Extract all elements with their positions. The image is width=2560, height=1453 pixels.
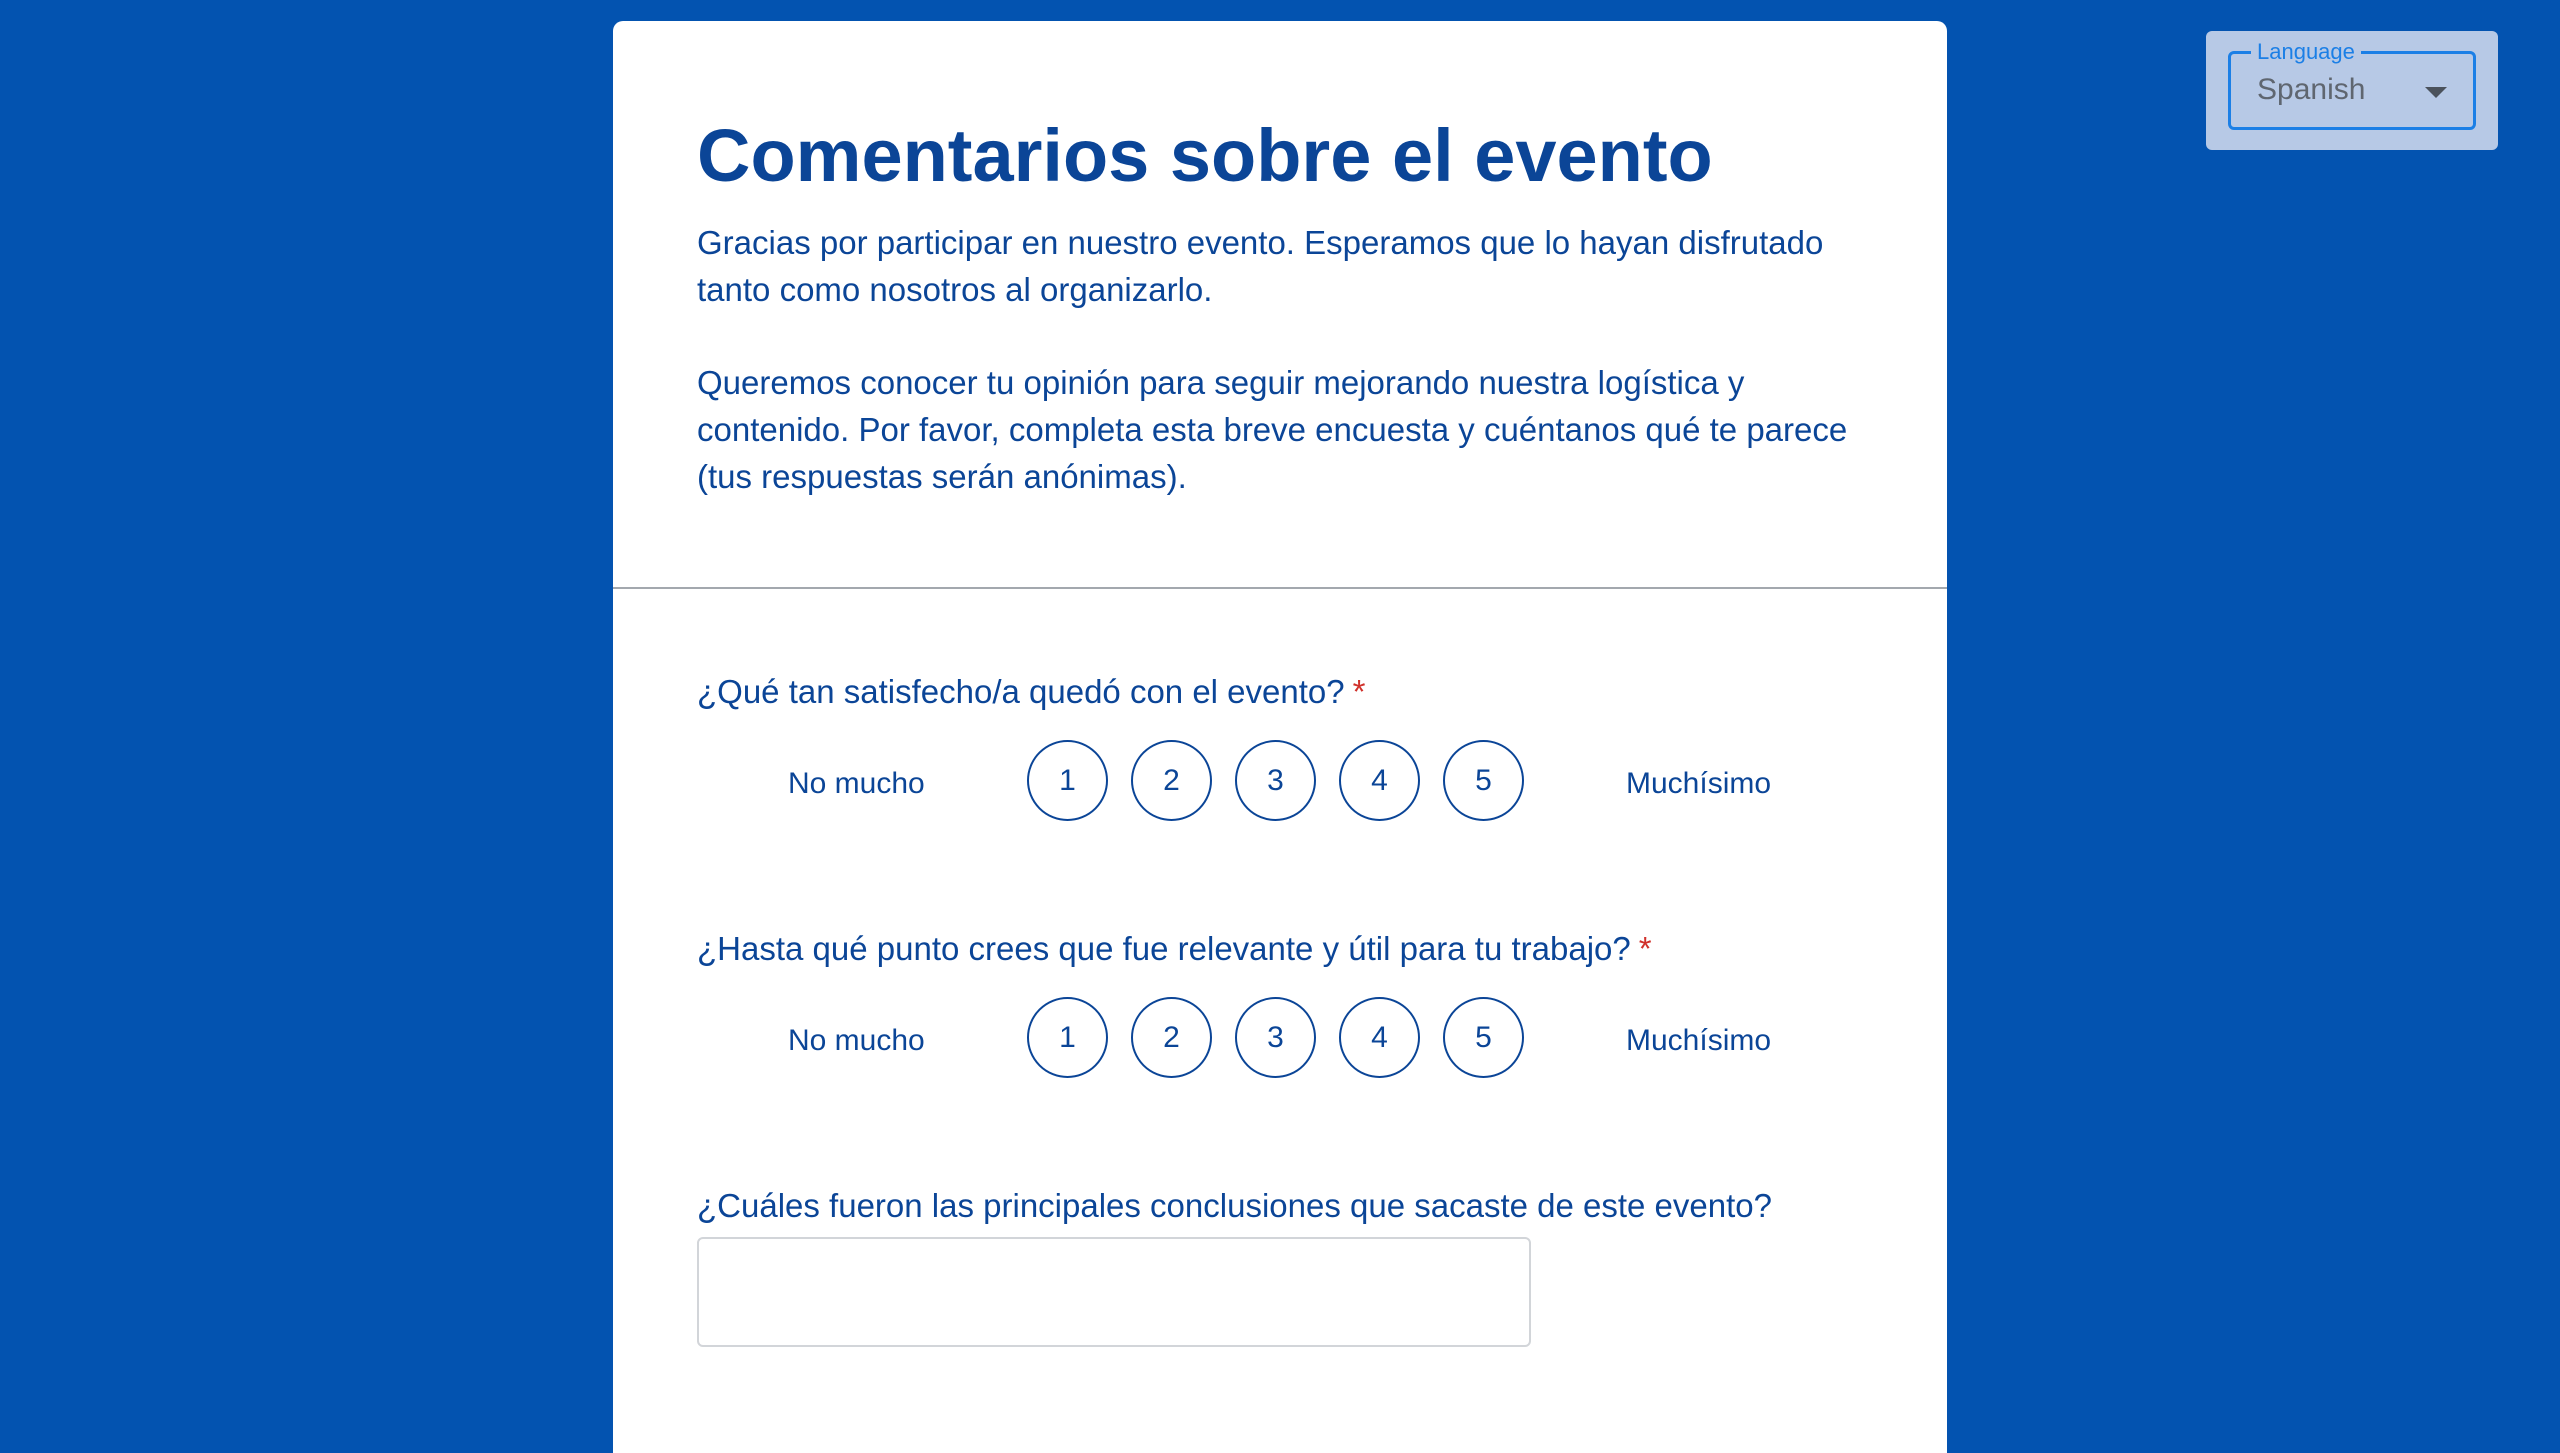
language-value: Spanish	[2257, 73, 2366, 106]
scale-max-label: Muchísimo	[1626, 1024, 1772, 1057]
question-label	[697, 928, 1877, 970]
question-label	[697, 1185, 1877, 1227]
rating-option-1[interactable]: 1	[1027, 997, 1108, 1078]
question-text: ¿Hasta qué punto crees que fue relevante y útil para tu trabajo?	[697, 930, 1631, 967]
form-title: Comentarios sobre el evento	[697, 114, 1713, 197]
section-divider	[613, 587, 1947, 589]
rating-option-3[interactable]: 3	[1235, 997, 1316, 1078]
rating-option-2[interactable]: 2	[1131, 740, 1212, 821]
form-header	[697, 111, 1867, 546]
rating-option-5[interactable]: 5	[1443, 997, 1524, 1078]
scale-max-label: Muchísimo	[1626, 767, 1772, 800]
intro-paragraph: Queremos conocer tu opinión para seguir mejorando nuestra logística y contenido. Por favor, completa esta breve encuesta y cuéntanos qué te parece (tus respuestas serán anónimas).	[697, 364, 1848, 495]
question-relevance	[697, 928, 1877, 1087]
question-text: ¿Cuáles fueron las principales conclusiones que sacaste de este evento?	[697, 1187, 1772, 1224]
question-text: ¿Qué tan satisfecho/a quedó con el evento?	[697, 673, 1345, 710]
intro-paragraph: Gracias por participar en nuestro evento. Esperamos que lo hayan disfrutado tanto como nosotros al organizarlo.	[697, 224, 1824, 308]
language-label: Language	[2251, 38, 2361, 66]
dropdown-arrow-icon[interactable]	[2425, 87, 2447, 98]
rating-option-1[interactable]: 1	[1027, 740, 1108, 821]
rating-option-4[interactable]: 4	[1339, 740, 1420, 821]
form-card	[613, 21, 1947, 1453]
rating-option-3[interactable]: 3	[1235, 740, 1316, 821]
conclusions-text-input[interactable]	[697, 1237, 1531, 1347]
scale-min-label: No mucho	[788, 1024, 925, 1057]
question-label	[697, 671, 1877, 713]
rating-option-4[interactable]: 4	[1339, 997, 1420, 1078]
required-marker: *	[1352, 673, 1366, 710]
question-conclusions	[697, 1185, 1877, 1227]
language-selector-panel	[2206, 31, 2498, 150]
scale-min-label: No mucho	[788, 767, 925, 800]
form-description	[697, 219, 1867, 500]
rating-scale	[697, 740, 1877, 830]
rating-scale	[697, 997, 1877, 1087]
rating-option-2[interactable]: 2	[1131, 997, 1212, 1078]
rating-option-5[interactable]: 5	[1443, 740, 1524, 821]
question-satisfaction	[697, 671, 1877, 830]
language-select[interactable]	[2228, 39, 2476, 130]
required-marker: *	[1638, 930, 1652, 967]
